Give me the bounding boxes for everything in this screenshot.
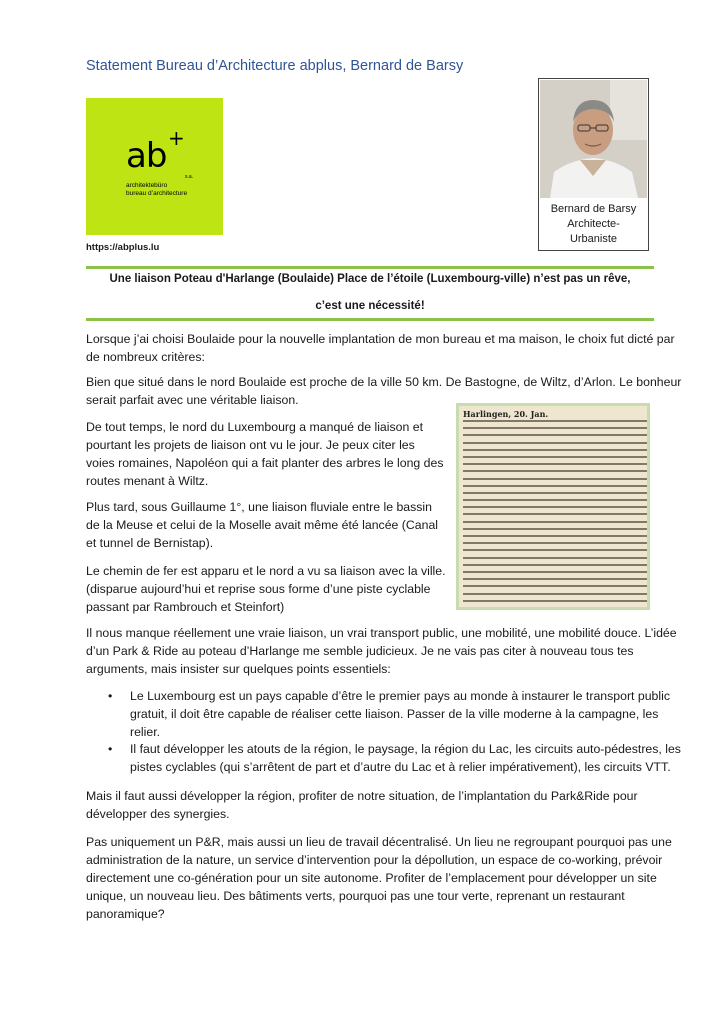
paragraph-4: Plus tard, sous Guillaume 1°, une liaison fluviale entre le bassin de la Meuse et celui de la Moselle avait même été lancée (Canal et tunnel de Bernistap). bbox=[86, 500, 439, 550]
paragraph-8: Pas uniquement un P&R, mais aussi un lieu de travail décentralisé. Un lieu ne regroupant pourquoi pas une administration de la nature, un service d’intervention pour la dépollution, un espace de co-working, prévoir directement une co-génération pour un site autonome. Profiter de l’emplacement pour développer un site unique, un nouveau lieu. Des bâtiments verts, pourquoi pas une tour verte, reprenant un restaurant panoramique? bbox=[86, 835, 672, 921]
profile-role-1: Architecte- bbox=[567, 218, 620, 230]
newspaper-clipping bbox=[456, 403, 650, 610]
article-title-line-2: c’est une nécessité! bbox=[315, 300, 425, 312]
page-heading: Statement Bureau d’Architecture abplus, Bernard de Barsy bbox=[86, 58, 464, 74]
profile-role-2: Urbaniste bbox=[569, 233, 618, 245]
paragraph-3: De tout temps, le nord du Luxembourg a manqué de liaison et pourtant les projets de liaison ont vu le jour. Je peux citer les voies romaines, Napoléon qui a fait planter des arbres le long des routes menant à Wiltz. bbox=[86, 420, 444, 488]
bullet-text: Le Luxembourg est un pays capable d’être le premier pays au monde à instaurer le transport public gratuit, il doit être capable de réaliser cette liaison. Passer de la ville moderne à la campagne, les relier. bbox=[130, 689, 671, 739]
logo-mark: ab bbox=[126, 136, 167, 176]
paragraph-1: Lorsque j’ai choisi Boulaide pour la nouvelle implantation de mon bureau et ma maison, le choix fut dicté par de nombreux critères: bbox=[86, 332, 675, 364]
divider-bottom bbox=[86, 318, 654, 321]
logo-suffix: s.a. bbox=[185, 174, 194, 180]
clipping-headline: Harlingen, 20. Jan. bbox=[463, 409, 549, 419]
clipping-text-lines bbox=[463, 420, 647, 607]
paragraph-2: Bien que situé dans le nord Boulaide est proche de la ville 50 km. De Bastogne, de Wiltz, d’Arlon. Le bonheur serait parfait avec une véritable liaison. bbox=[86, 375, 682, 407]
website-link[interactable]: https://abplus.lu bbox=[86, 242, 160, 253]
profile-card bbox=[538, 78, 649, 251]
portrait-photo bbox=[540, 80, 647, 198]
profile-name: Bernard de Barsy bbox=[550, 203, 637, 215]
paragraph-5: Le chemin de fer est apparu et le nord a vu sa liaison avec la ville. (disparue aujourd’hui et reprise sous forme d’une piste cyclable passant par Rambrouch et Steinfort) bbox=[86, 564, 446, 614]
abplus-logo bbox=[86, 98, 223, 235]
bullet-marker: • bbox=[108, 689, 113, 703]
article-title-line-1: Une liaison Poteau d'Harlange (Boulaide) Place de l’étoile (Luxembourg-ville) n’est pas un rêve, bbox=[109, 273, 631, 285]
logo-plus: + bbox=[168, 126, 185, 150]
paragraph-6: Il nous manque réellement une vraie liaison, un vrai transport public, une mobilité, une mobilité douce. L’idée d’un Park & Ride au poteau d’Harlange me semble judicieux. Je ne vais pas citer à nouveau tous tes arguments, mais insister sur quelques points essentiels: bbox=[86, 626, 677, 676]
logo-line-1: architektebüro bbox=[126, 182, 168, 189]
bullet-marker: • bbox=[108, 742, 113, 756]
paragraph-7: Mais il faut aussi développer la région, profiter de notre situation, de l’implantation du Park&Ride pour développer des synergies. bbox=[86, 789, 638, 821]
bullet-text: Il faut développer les atouts de la région, le paysage, la région du Lac, les circuits auto-pédestres, les pistes cyclables (qui s’arrêtent de part et d’autre du Lac et à relier impérativement), les circuits VTT. bbox=[130, 742, 681, 774]
divider-top bbox=[86, 266, 654, 269]
logo-line-2: bureau d’architecture bbox=[126, 190, 188, 197]
